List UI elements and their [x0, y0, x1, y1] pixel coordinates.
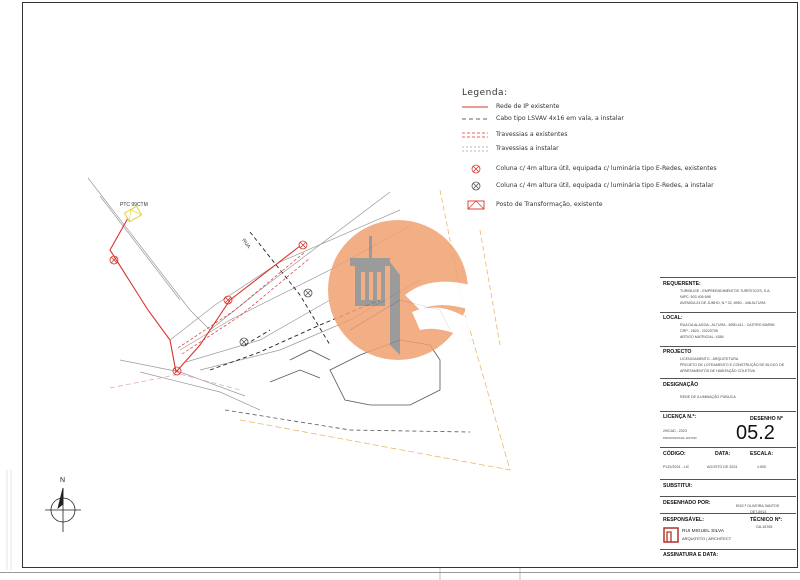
- tb-responsavel: RESPONSÁVEL: TÉCNICO Nº: OA-18765 RUI MIGUEL SILVA ARQUITETO | ARCHITECT: [660, 513, 796, 514]
- red-double-dash-symbol-icon: [462, 130, 490, 140]
- drawing-number: 05.2: [736, 422, 775, 444]
- watermark-logo: [328, 220, 470, 360]
- tb-desenhado: DESENHADO POR: ENG.ª OLIVEIRA SANTOS OET-8913: [660, 496, 796, 497]
- gray-double-dash-symbol-icon: [462, 144, 490, 154]
- red-column-symbol-icon: [462, 164, 490, 174]
- legend: Legenda: Rede de IP existente Cabo tipo LSVAV 4x16 em vala, a instalar Travessias a existentes Travessias a instalar Coluna c/ 4m altura útil, equipada c/ luminária tipo E-Redes, existentes Coluna c/ 4m altura útil, equipada c/ luminária tipo E-Redes, a instalar Posto de Transformação, existente: [462, 88, 762, 104]
- legend-title: Legenda:: [462, 88, 508, 98]
- dashed-line-symbol-icon: [462, 114, 490, 124]
- pt-label: PTC 99CTM: [120, 202, 148, 208]
- architect-logo-icon: [663, 527, 679, 543]
- tb-licenca: LICENÇA N.º: 29/CAD - 2023 PROFISSIONAL DOTOR DESENHO Nº 05.2: [660, 411, 796, 412]
- north-label: N: [60, 477, 66, 484]
- tb-designacao: DESIGNAÇÃO REDE DE ILUMINAÇÃO PÚBLICA: [660, 378, 796, 379]
- tb-codigo: CÓDIGO: DATA: ESCALA: P132/2024 - LIC AGOSTO DE 2024 1:500: [660, 447, 796, 448]
- red-line-symbol-icon: [462, 102, 490, 112]
- street-label: RUA: [240, 237, 252, 250]
- tb-local: LOCAL: RUA DA ALAGOA - ALTURA - 8950-411 - CASTRO MARIM CRP - 2820 - 20220706 ARTIGO MATRICIAL: 4384: [660, 312, 796, 313]
- existing-columns: [110, 241, 307, 375]
- tb-requerente: REQUERENTE: TURIMUGE - EMPREENDIMENTOS TURÍSTICOS, S.A. NIPC: 503 406 698 AVENIDA 24 DE JUNHO, N.º 32, 8950 - 446 ALTURA: [660, 277, 796, 278]
- bottom-tick-marks: [440, 568, 520, 580]
- tb-substitui: SUBSTITUI:: [660, 479, 796, 480]
- transformer-symbol-icon: [462, 200, 490, 210]
- gray-column-symbol-icon: [462, 181, 490, 191]
- margin-lines: [3, 470, 17, 570]
- tb-projeto: PROJECTO LICENCIAMENTO - ARQUITETURA PROJETO DE LOTEAMENTO E CONSTRUÇÃO DE BLOCO DE APARTAMENTOS DE HABITAÇÃO COLETIVA: [660, 346, 796, 347]
- north-arrow-icon: [45, 488, 81, 532]
- tb-assinatura: ASSINATURA E DATA:: [660, 549, 796, 550]
- sheet-margin-notes: [3, 470, 13, 570]
